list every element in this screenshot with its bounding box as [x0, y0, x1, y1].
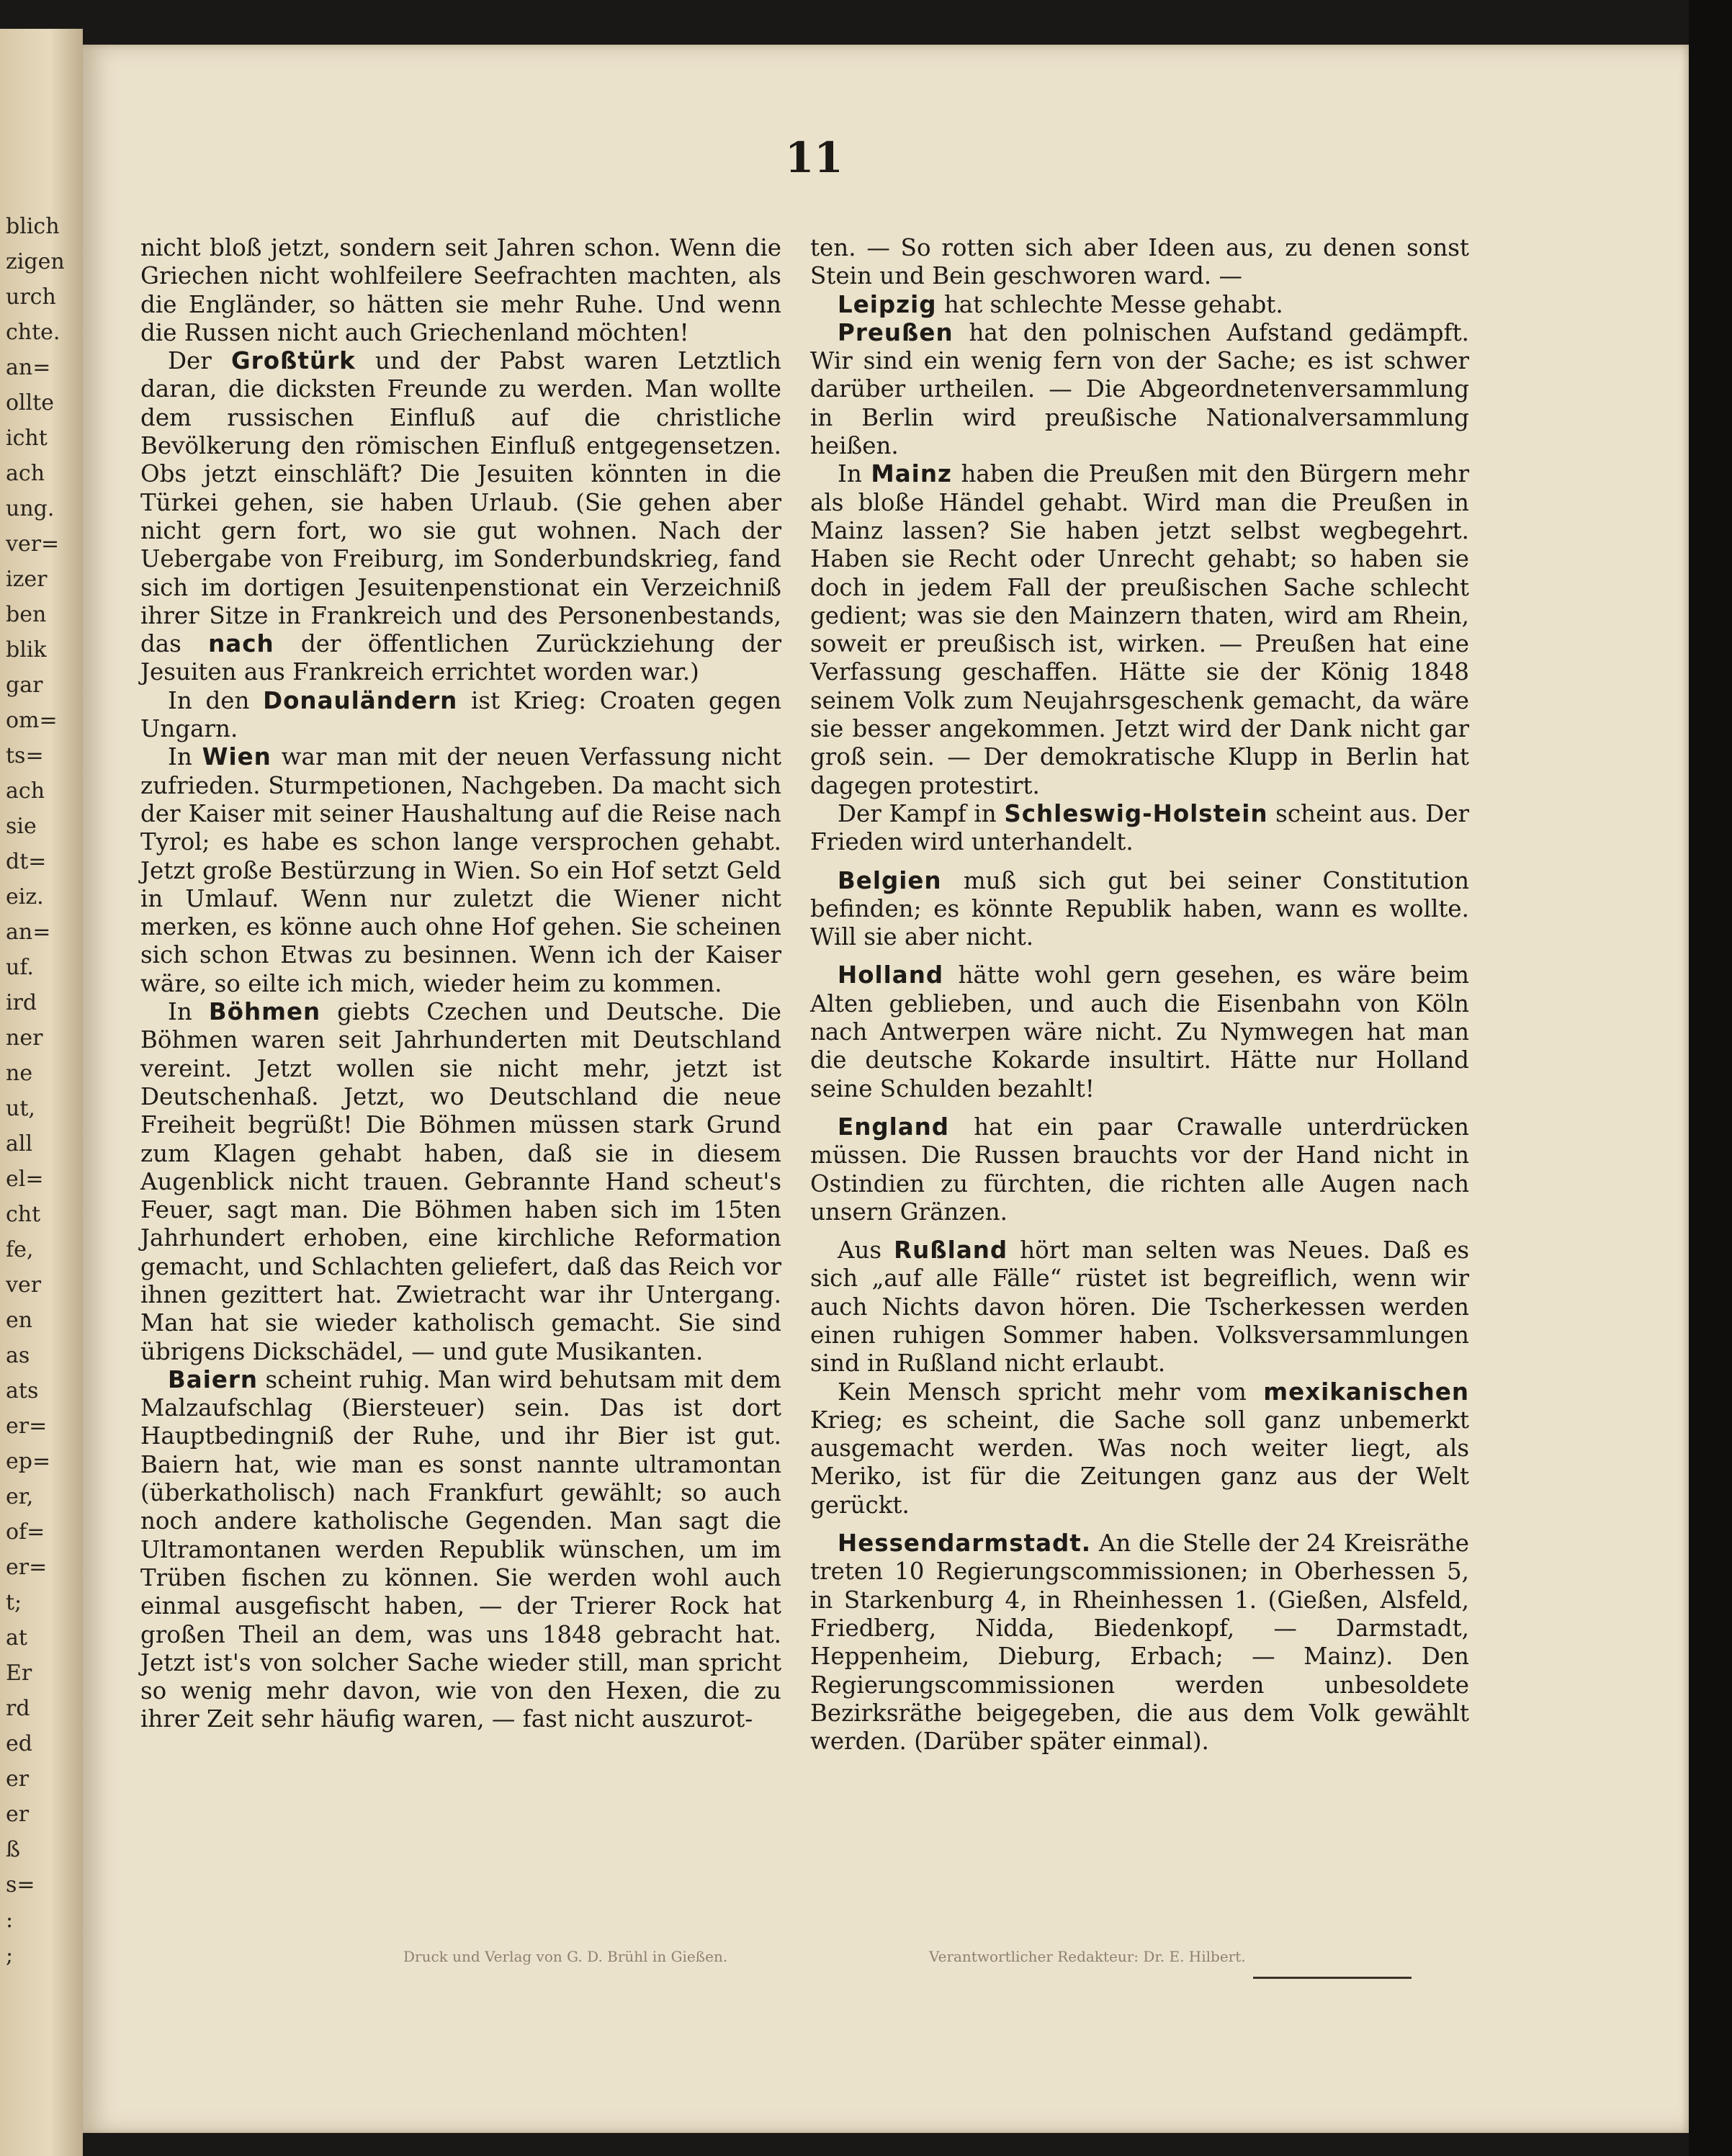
paragraph-mexiko: Kein Mensch spricht mehr vom mexikanischen Krieg; es scheint, die Sache soll ganz unbemerkt ausgemacht werden. Was noch weiter liegt, als Meriko, ist für die Zeitungen ganz aus der Welt gerückt.: [810, 1378, 1469, 1519]
edge-fragment: icht: [6, 426, 48, 451]
edge-fragment: en: [6, 1308, 33, 1333]
paragraph-leipzig: Leipzig hat schlechte Messe gehabt.: [838, 290, 1283, 318]
edge-fragment: ung.: [6, 496, 55, 521]
edge-fragment: ut,: [6, 1096, 35, 1121]
paragraph-belgien: Belgien muß sich gut bei seiner Constitution befinden; es könnte Republik haben, wann es wollte. Will sie aber nicht.: [810, 866, 1469, 951]
paragraph: nicht bloß jetzt, sondern seit Jahren schon. Wenn die Griechen nicht wohlfeilere Seefrachten machten, als die Engländer, so hätten sie mehr Ruhe. Und wenn die Russen nicht auch Griechenland möchten!: [140, 234, 781, 346]
keyword: Schleswig-Holstein: [1004, 799, 1268, 827]
keyword: Mainz: [871, 460, 952, 488]
paragraph-holland: Holland hätte wohl gern gesehen, es wäre beim Alten geblieben, und auch die Eisenbahn von Köln nach Antwerpen wäre nicht. Zu Nymwegen hat man die deutsche Kokarde insultirt. Hätte nur Holland seine Schulden bezahlt!: [810, 961, 1469, 1102]
edge-fragment: ben: [6, 602, 47, 627]
paragraph-mainz: In Mainz haben die Preußen mit den Bürgern mehr als bloße Händel gehabt. Wird man die Preußen in Mainz lassen? Sie haben jetzt selbst wegbegehrt. Haben sie Recht oder Unrecht gehabt; so haben sie doch in jedem Fall der preußischen Sache schlecht gedient; was sie den Mainzern thaten, wird am Rhein, soweit er preußisch ist, wirken. — Preußen hat eine Verfassung geschaffen. Hätte sie der König 1848 seinem Volk zum Neujahrsgeschenk gemacht, da wäre sie besser angekommen. Jetzt wird der Dank nicht gar groß sein. — Der demokratische Klupp in Berlin hat dagegen protestirt.: [810, 460, 1469, 799]
previous-page-edge: [0, 29, 83, 2156]
edge-fragment: gar: [6, 673, 43, 698]
right-column: [810, 234, 1469, 1756]
edge-fragment: ver=: [6, 531, 60, 557]
keyword: Hessendarmstadt.: [838, 1530, 1092, 1558]
keyword: Großtürk: [231, 347, 356, 375]
edge-fragment: of=: [6, 1519, 45, 1545]
edge-fragment: chte.: [6, 320, 60, 345]
edge-fragment: at: [6, 1625, 27, 1650]
edge-fragment: rd: [6, 1696, 30, 1721]
edge-fragment: ver: [6, 1272, 42, 1298]
edge-fragment: ts=: [6, 743, 44, 768]
edge-fragment: ep=: [6, 1449, 51, 1474]
edge-fragment: el=: [6, 1167, 44, 1192]
edge-fragment: fe,: [6, 1237, 34, 1262]
edge-fragment: :: [6, 1908, 14, 1933]
keyword: Rußland: [894, 1236, 1008, 1265]
edge-fragment: blik: [6, 637, 47, 662]
edge-fragment: cht: [6, 1202, 41, 1227]
edge-fragment: er=: [6, 1555, 48, 1580]
end-rule: [1253, 1977, 1412, 1979]
edge-fragment: er,: [6, 1484, 34, 1509]
edge-fragment: as: [6, 1343, 30, 1368]
edge-fragment: ner: [6, 1025, 43, 1051]
edge-fragment: an=: [6, 355, 51, 380]
edge-fragment: ed: [6, 1731, 32, 1756]
keyword: Leipzig: [838, 290, 937, 318]
edge-fragment: om=: [6, 708, 58, 733]
edge-fragment: all: [6, 1131, 33, 1156]
paragraph: ten. — So rotten sich aber Ideen aus, zu denen sonst Stein und Bein geschworen ward. —: [810, 234, 1469, 290]
paragraph-boehmen: In Böhmen giebts Czechen und Deutsche. Die Böhmen waren seit Jahrhunderten mit Deutschland vereint. Jetzt wollen sie nicht mehr, jetzt ist Deutschenhaß. Jetzt, wo Deutschland die neue Freiheit begrüßt! Die Böhmen müssen stark Grund zum Klagen gehabt haben, daß sie in diesem Augenblick nicht trauen. Gebrannte Hand scheut's Feuer, sagt man. Die Böhmen haben sich im 15ten Jahrhundert erhoben, eine kirchliche Reformation gemacht, und Schlachten geliefert, daß das Reich vor ihnen gezittert hat. Zwietracht war ihr Untergang. Man hat sie wieder katholisch gemacht. Sie sind übrigens Dickschädel, — und gute Musikanten.: [140, 998, 781, 1365]
edge-fragment: zigen: [6, 249, 65, 274]
editor-imprint: Verantwortlicher Redakteur: Dr. E. Hilbert.: [929, 1948, 1246, 1965]
edge-fragment: ats: [6, 1378, 39, 1403]
edge-fragment: ird: [6, 990, 37, 1015]
edge-fragment: izer: [6, 567, 48, 592]
keyword: nach: [208, 630, 274, 658]
edge-fragment: er: [6, 1766, 30, 1792]
paragraph-hessendarmstadt: Hessendarmstadt. An die Stelle der 24 Kreisräthe treten 10 Regierungscommissionen; in Oberhessen 5, in Starkenburg 4, in Rheinhessen 1. (Gießen, Alsfeld, Friedberg, Nidda, Biedenkopf, — Darmstadt, Heppenheim, Dieburg, Erbach; — Mainz). Den Regierungscommissionen werden unbesoldete Bezirksräthe beigegeben, die aus dem Volk gewählt werden. (Darüber später einmal).: [810, 1530, 1469, 1756]
keyword: England: [838, 1113, 950, 1141]
page-number: 11: [785, 133, 843, 182]
paragraph-schleswig-holstein: Der Kampf in Schleswig-Holstein scheint aus. Der Frieden wird unterhandelt.: [810, 799, 1469, 856]
paragraph-grosstuerk: Der Großtürk und der Pabst waren Letztlich daran, die dicksten Freunde zu werden. Man wollte dem russischen Einfluß auf die christliche Bevölkerung den römischen Einfluß entgegensetzen. Obs jetzt einschläft? Die Jesuiten könnten in die Türkei gehen, sie haben Urlaub. (Sie gehen aber nicht gern fort, wo sie gut wohnen. Nach der Uebergabe von Freiburg, im Sonderbundskrieg, fand sich im dortigen Jesuitenpenstionat ein Verzeichniß ihrer Sitze in Frankreich und des Personenbestands, das nach der öffentlichen Zurückziehung der Jesuiten aus Frankreich errichtet worden war.): [140, 347, 781, 686]
edge-fragment: an=: [6, 920, 51, 945]
paragraph-england: England hat ein paar Crawalle unterdrücken müssen. Die Russen brauchts vor der Hand nicht in Ostindien zu fürchten, die richten alle Augen nach unsern Gränzen.: [810, 1113, 1469, 1226]
edge-fragment: ne: [6, 1061, 33, 1086]
keyword: Belgien: [838, 866, 942, 894]
keyword: Baiern: [168, 1365, 259, 1393]
keyword: mexikanischen: [1263, 1378, 1469, 1406]
keyword: Wien: [202, 743, 272, 771]
keyword: Böhmen: [208, 998, 321, 1026]
paragraph-baiern: Baiern scheint ruhig. Man wird behutsam mit dem Malzaufschlag (Biersteuer) sein. Das ist dort Hauptbedingniß der Ruhe, und ihr Bier ist gut. Baiern hat, wie man es sonst nannte ultramontan (überkatholisch) nach Frankfurt gewählt; so auch noch andere katholische Gegenden. Man sagt die Ultramontanen werden Republik wünschen, um im Trüben fischen zu können. Sie werden wohl auch einmal ausgefischt haben, — der Trierer Rock hat großen Theil an dem, was uns 1848 gebracht hat. Jetzt ist's von solcher Sache wieder still, man spricht so wenig mehr davon, wie von den Hexen, die zu ihrer Zeit sehr häufig waren, — fast nicht auszurot-: [140, 1365, 781, 1733]
paragraph-wien: In Wien war man mit der neuen Verfassung nicht zufrieden. Sturmpetionen, Nachgeben. Da macht sich der Kaiser mit seiner Haushaltung auf die Reise nach Tyrol; es habe es schon lange versprochen gehabt. Jetzt große Bestürzung in Wien. So ein Hof setzt Geld in Umlauf. Wenn nur zuletzt die Wiener nicht merken, es könne auch ohne Hof gehen. Sie scheinen sich schon Etwas zu besinnen. Wenn ich der Kaiser wäre, so eilte ich mich, wieder heim zu kommen.: [140, 743, 782, 997]
background-strip: [1689, 0, 1732, 2156]
edge-fragment: uf.: [6, 955, 34, 980]
keyword: Donauländern: [263, 686, 458, 714]
edge-fragment: ;: [6, 1943, 14, 1968]
edge-fragment: eiz.: [6, 884, 44, 909]
edge-fragment: sie: [6, 814, 37, 839]
paragraph-donaulaender: In den Donauländern ist Krieg: Croaten gegen Ungarn.: [140, 686, 781, 743]
edge-fragment: ach: [6, 778, 45, 804]
edge-fragment: dt=: [6, 849, 47, 874]
edge-fragment: er: [6, 1802, 30, 1827]
left-column: [140, 234, 781, 1734]
edge-fragment: t;: [6, 1590, 22, 1615]
edge-fragment: ach: [6, 461, 45, 486]
edge-fragment: blich: [6, 214, 60, 239]
edge-fragment: s=: [6, 1872, 35, 1897]
keyword: Preußen: [838, 318, 954, 346]
paragraph-russland: Aus Rußland hört man selten was Neues. Daß es sich „auf alle Fälle“ rüstet ist begreiflich, wenn wir auch Nichts davon hören. Die Tscherkessen werden einen ruhigen Sommer haben. Volksversammlungen sind in Rußland nicht erlaubt.: [810, 1236, 1469, 1378]
edge-fragment: er=: [6, 1414, 48, 1439]
paragraph-preussen: Preußen hat den polnischen Aufstand gedämpft. Wir sind ein wenig fern von der Sache; es ist schwer darüber urtheilen. — Die Abgeordnetenversammlung in Berlin wird preußische Nationalversammlung heißen.: [810, 318, 1469, 460]
keyword: Holland: [838, 961, 944, 989]
edge-fragment: ß: [6, 1837, 21, 1862]
edge-fragment: urch: [6, 284, 56, 310]
printer-imprint: Druck und Verlag von G. D. Brühl in Gießen.: [403, 1948, 728, 1965]
edge-fragment: Er: [6, 1661, 32, 1686]
edge-fragment: ollte: [6, 390, 55, 416]
